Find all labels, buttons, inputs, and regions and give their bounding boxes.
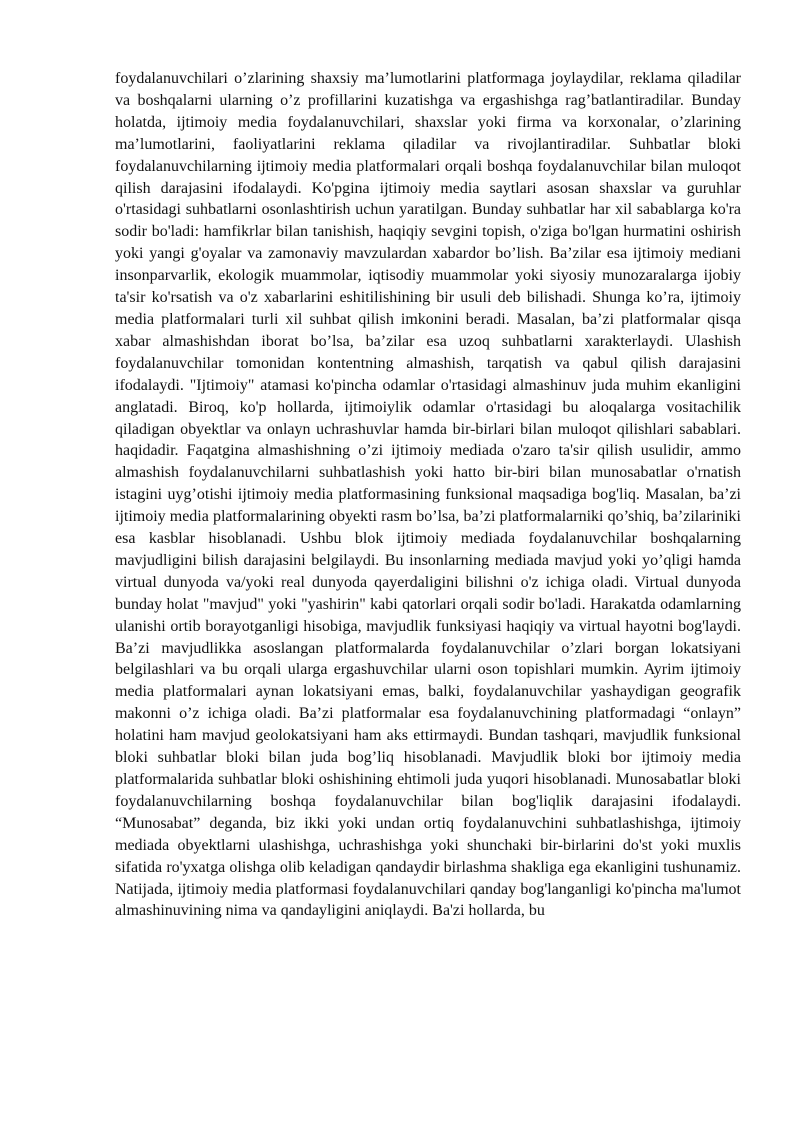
body-paragraph: foydalanuvchilari o’zlarining shaxsiy ma’lumotlarini platformaga joylaydilar, reklama qiladilar va boshqalarni ularning o’z profillarini kuzatishga va ergashishga rag’batlantiradilar. Bunday holatda, ijtimoiy media foydalanuvchilari, shaxslar yoki firma va korxonalar, o’zlarining ma’lumotlarini, faoliyatlarini reklama qiladilar va rivojlantiradilar. Suhbatlar bloki foydalanuvchilarning ijtimoiy media platformalari orqali boshqa foydalanuvchilar bilan muloqot qilish darajasini ifodalaydi. Ko'pgina ijtimoiy media saytlari asosan shaxslar va guruhlar o'rtasidagi suhbatlarni osonlashtirish uchun yaratilgan. Bunday suhbatlar har xil sabablarga ko'ra sodir bo'ladi: hamfikrlar bilan tanishish, haqiqiy sevgini topish, o'ziga bo'lgan hurmatini oshirish yoki yangi g'oyalar va zamonaviy mavzulardan xabardor bo’lish. Ba’zilar esa ijtimoiy mediani insonparvarlik, ekologik muammolar, iqtisodiy muammolar yoki siyosiy munozaralarga ijobiy ta'sir ko'rsatish va o'z xabarlarini eshitilishining bir usuli deb bilishadi. Shunga ko’ra, ijtimoiy media platformalari turli xil suhbat qilish imkonini beradi. Masalan, ba’zi platformalar qisqa xabar almashishdan iborat bo’lsa, ba’zilar esa uzoq suhbatlarni xarakterlaydi. Ulashish foydalanuvchilar tomonidan kontentning almashish, tarqatish va qabul qilish darajasini ifodalaydi. "Ijtimoiy" atamasi ko'pincha odamlar o'rtasidagi almashinuv juda muhim ekanligini anglatadi. Biroq, ko'p hollarda, ijtimoiylik odamlar o'rtasidagi bu aloqalarga vositachilik qiladigan obyektlar va onlayn uchrashuvlar hamda bir-birlari bilan muloqot qilishlari sabablari. haqidadir. Faqatgina almashishning o’zi ijtimoiy mediada o'zaro ta'sir qilish usulidir, ammo almashish foydalanuvchilarni suhbatlashish yoki hatto bir-biri bilan munosabatlar o'rnatish istagini uyg’otishi ijtimoiy media platformasining funksional maqsadiga bog'liq. Masalan, ba’zi ijtimoiy media platformalarining obyekti rasm bo’lsa, ba’zi platformalarniki qo’shiq, ba’zilariniki esa kasblar hisoblanadi. Ushbu blok ijtimoiy mediada foydalanuvchilar boshqalarning mavjudligini bilish darajasini belgilaydi. Bu insonlarning mediada mavjud yoki yo’qligi hamda virtual dunyoda va/yoki real dunyoda qayerdaligini bilishni o'z ichiga oladi. Virtual dunyoda bunday holat "mavjud" yoki "yashirin" kabi qatorlari orqali sodir bo'ladi. Harakatda odamlarning ulanishi ortib borayotganligi hisobiga, mavjudlik funksiyasi haqiqiy va virtual hayotni bog'laydi. Ba’zi mavjudlikka asoslangan platformalarda foydalanuvchilar o’zlari borgan lokatsiyani belgilashlari va bu orqali ularga ergashuvchilar ularni oson topishlari mumkin. Ayrim ijtimoiy media platformalari aynan lokatsiyani emas, balki, foydalanuvchilar yashaydigan geografik makonni o’z ichiga oladi. Ba’zi platformalar esa foydalanuvchining platformadagi “onlayn” holatini ham mavjud geolokatsiyani ham aks ettirmaydi. Bundan tashqari, mavjudlik funksional bloki suhbatlar bloki bilan juda bog’liq hisoblanadi. Mavjudlik bloki bor ijtimoiy media platformalarida suhbatlar bloki oshishining ehtimoli juda yuqori hisoblanadi. Munosabatlar bloki foydalanuvchilarning boshqa foydalanuvchilar bilan bog'liqlik darajasini ifodalaydi. “Munosabat” deganda, biz ikki yoki undan ortiq foydalanuvchini suhbatlashishga, ijtimoiy mediada obyektlarni ulashishga, uchrashishga yoki shunchaki bir-birlarini do'st yoki muxlis sifatida ro'yxatga olishga olib keladigan qandaydir birlashma shakliga ega ekanligini tushunamiz. Natijada, ijtimoiy media platformasi foydalanuvchilari qanday bog'langanligi ko'pincha ma'lumot almashinuvining nima va qandayligini aniqlaydi. Ba'zi hollarda, bu bbox=[115, 70, 741, 920]
